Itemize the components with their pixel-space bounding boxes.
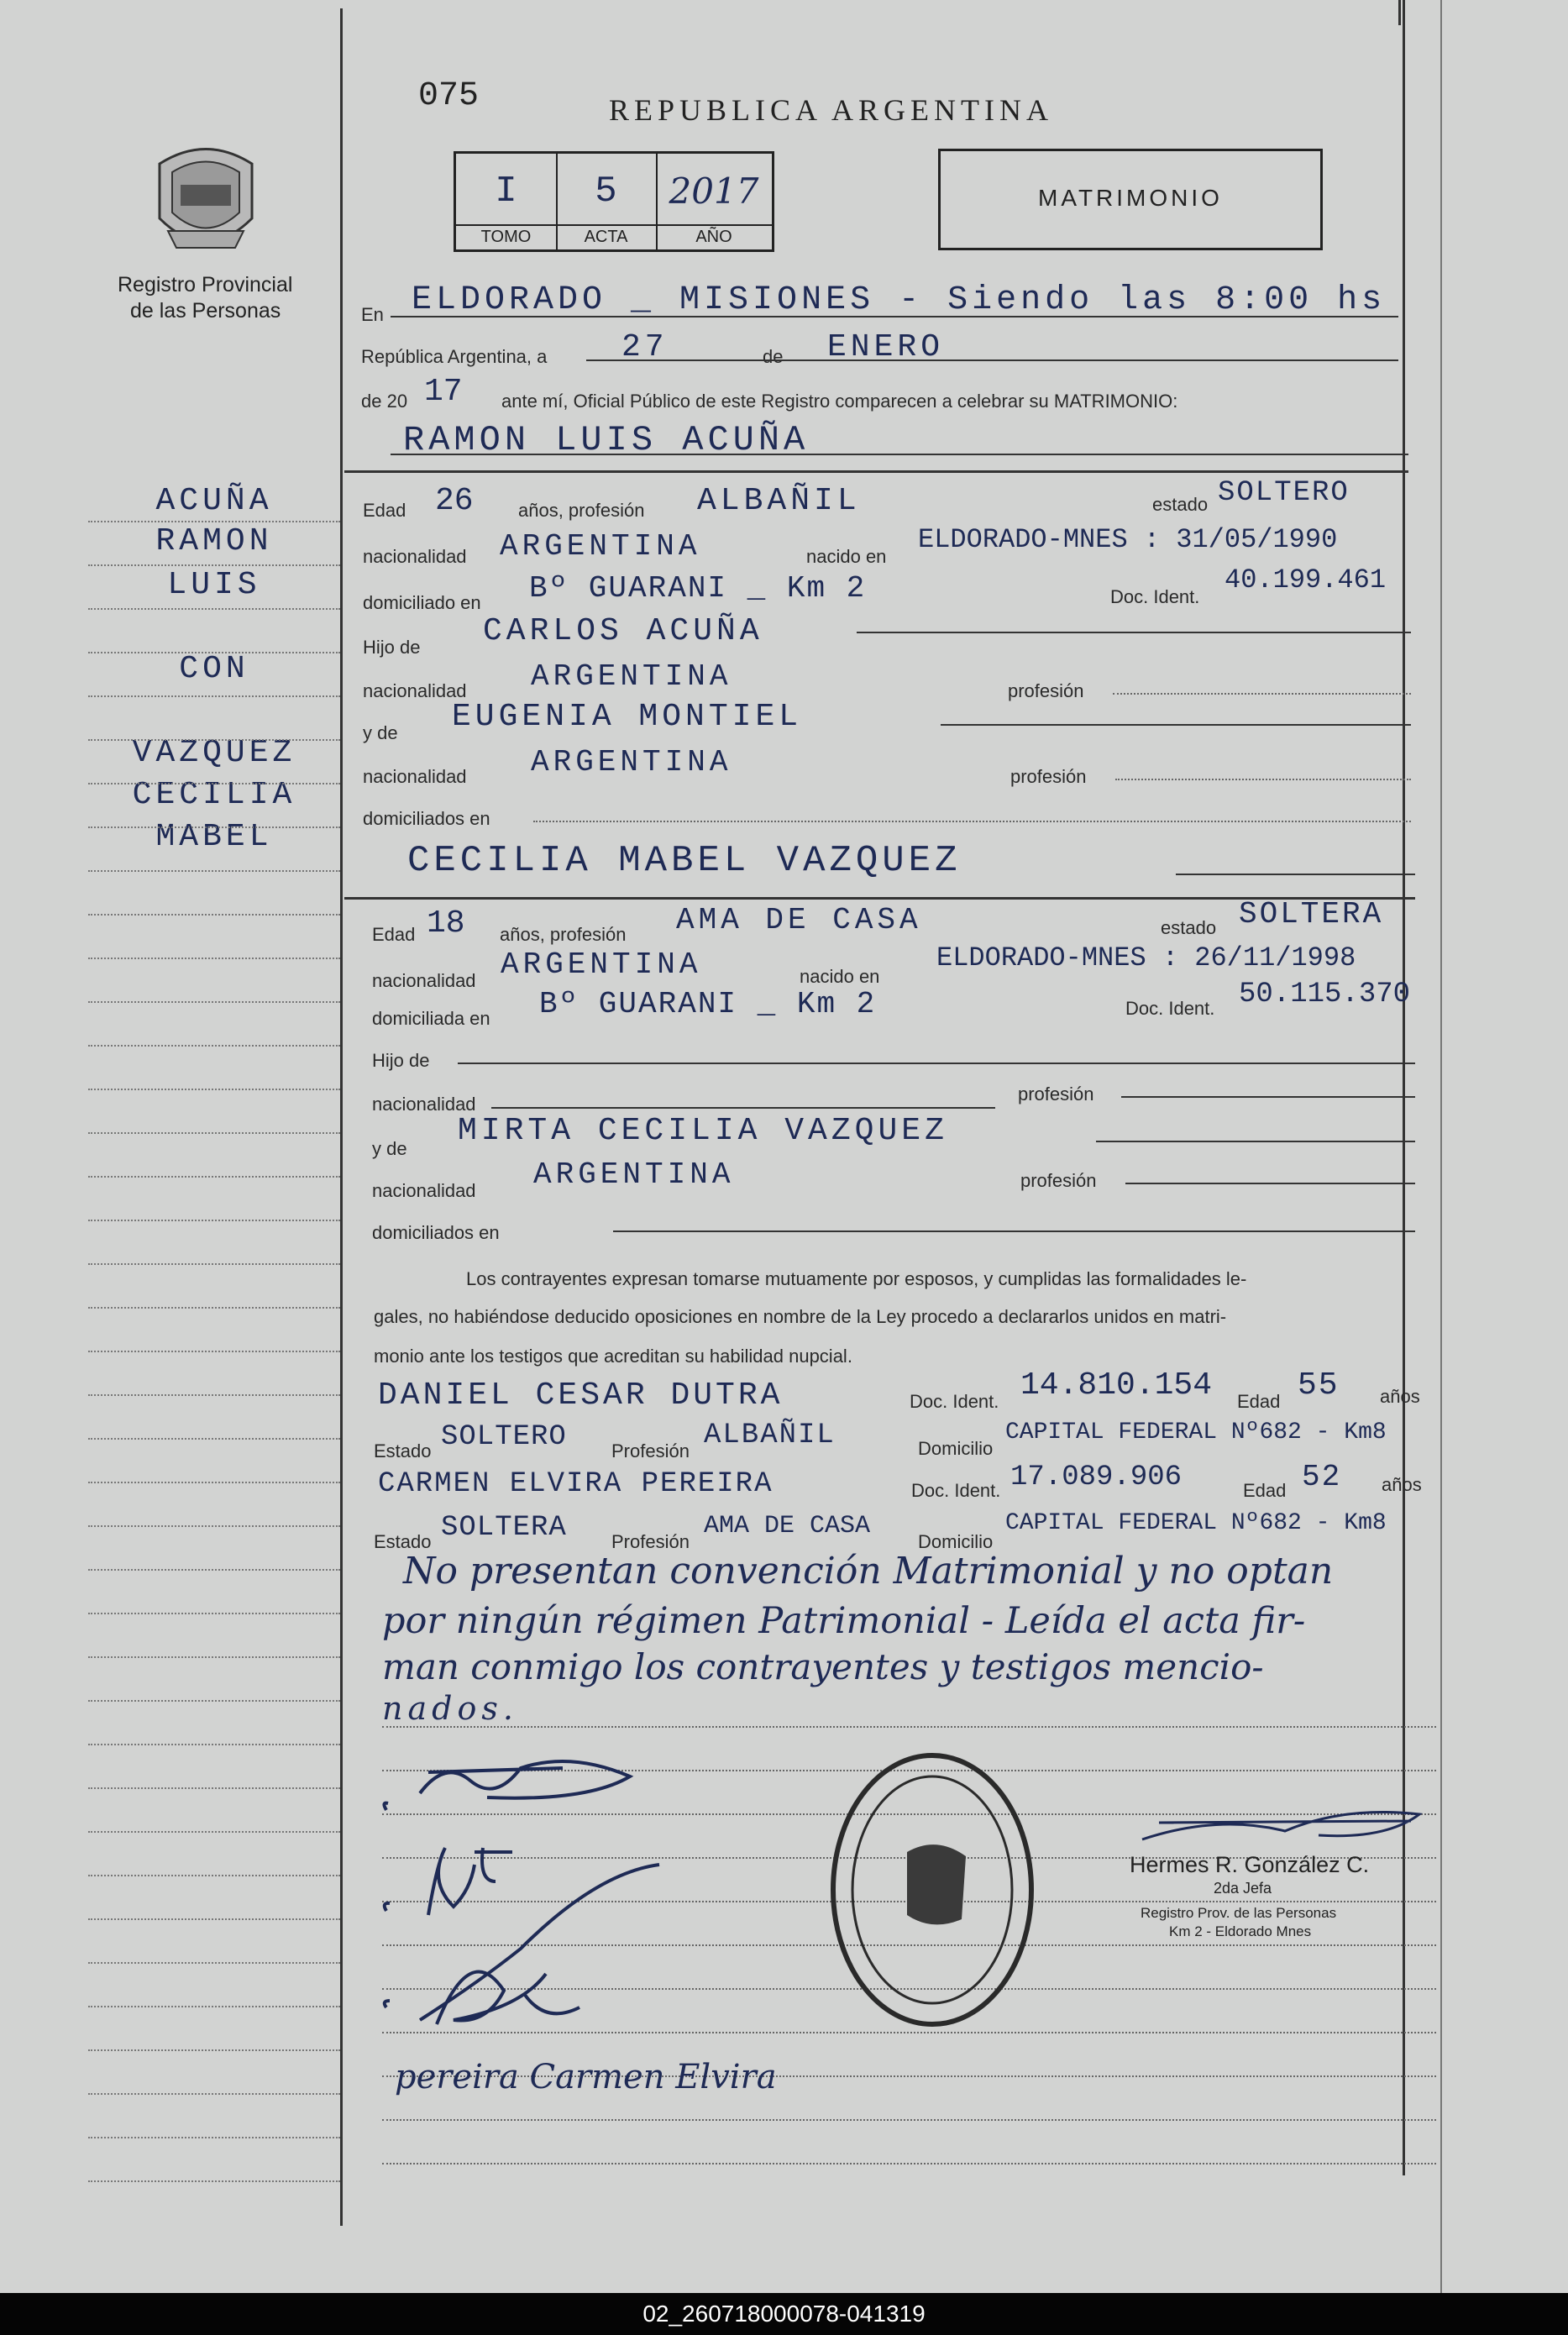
margin-line [88,1613,340,1614]
margin-name: LUIS [167,567,261,603]
groom-doc-id: 40.199.461 [1225,564,1387,596]
margin-line [88,958,340,959]
margin-line [88,1918,340,1920]
scan-id: 02_260718000078-041319 [642,2301,926,2327]
bride-age: 18 [427,905,465,942]
declaration-line-3: monio ante los testigos que acreditan su habilidad nupcial. [374,1346,852,1367]
witness1-profession: ALBAÑIL [704,1419,836,1451]
groom-profession: ALBAÑIL [697,483,861,519]
republica-label: República Argentina, a [361,346,548,367]
bride-domiciliada-label: domiciliada en [372,1008,490,1029]
declaration-line-2: gales, no habiéndose deducido oposiciones en nombre de la Ley procedo a declararlos unidos en matri- [374,1306,1227,1327]
margin-name: ACUÑA [155,483,273,519]
bride-full-name: CECILIA MABEL VAZQUEZ [407,840,962,882]
bride-domicile: Bº GUARANI _ Km 2 [539,987,877,1021]
groom-nationality: ARGENTINA [500,529,701,564]
witness2-age: 52 [1302,1460,1342,1494]
groom-edad-label: Edad [363,500,406,521]
witness2-domicile: CAPITAL FEDERAL Nº682 - Km8 [1005,1510,1387,1536]
officer-title: 2da Jefa [1214,1880,1272,1897]
groom-age: 26 [435,483,474,519]
groom-father-profesion-label: profesión [1008,680,1084,701]
right-border-line [1398,0,1401,25]
margin-line [88,1700,340,1702]
en-label: En [361,304,384,325]
note-line-2: por ningún régimen Patrimonial - Leída el acta fir- [382,1600,1306,1642]
declaration-line-1: Los contrayentes expresan tomarse mutuamente por esposos, y cumplidas las formalidades le- [466,1268,1247,1289]
margin-line [88,695,340,697]
bride-father-nac-label: nacionalidad [372,1094,476,1115]
margin-line [88,1045,340,1047]
witness2-edad-label: Edad [1243,1480,1287,1501]
bride-nacionalidad-label: nacionalidad [372,970,476,991]
margin-line [88,1875,340,1876]
bride-hijo-label: Hijo de [372,1050,430,1071]
signature-line [382,2119,1436,2121]
groom-mother: EUGENIA MONTIEL [452,699,803,735]
witness2-signature: pereira Carmen Elvira [395,2058,777,2096]
document-type: MATRIMONIO [1038,185,1223,211]
bride-father-profesion-label: profesión [1018,1084,1094,1105]
witness1-domicile: CAPITAL FEDERAL Nº682 - Km8 [1005,1419,1387,1446]
margin-line [88,1656,340,1658]
margin-line [88,608,340,610]
tomo-value: I [495,171,517,213]
margin-line [88,1220,340,1221]
margin-line [88,2006,340,2007]
groom-domiciliado-label: domiciliado en [363,592,481,613]
witness2-domicilio-label: Domicilio [918,1531,994,1552]
witness1-doc-label: Doc. Ident. [910,1391,999,1412]
groom-civil-status: SOLTERO [1218,477,1350,509]
groom-signature [378,1743,680,1818]
groom-mother-profesion-label: profesión [1010,766,1087,787]
margin-name: MABEL [155,819,273,855]
scan-id-footer [0,2293,1568,2335]
groom-father-nationality: ARGENTINA [531,659,732,694]
bride-domiciliados-label: domiciliados en [372,1222,500,1243]
intro-place: ELDORADO _ MISIONES - Siendo las 8:00 hs [412,281,1387,319]
witness2-estado-label: Estado [374,1531,432,1552]
margin-line [88,1787,340,1789]
signature-line [382,2163,1436,2164]
anio-value: 2017 [669,171,759,212]
witness2-profession: AMA DE CASA [704,1512,871,1540]
margin-line [88,783,340,784]
bride-nationality: ARGENTINA [501,947,702,982]
office-name-line1: Registro Provincial [118,273,293,296]
witness1-doc-id: 14.810.154 [1020,1367,1213,1404]
witness1-estado-label: Estado [374,1440,432,1461]
intro-month: ENERO [827,329,945,365]
groom-domicile: Bº GUARANI _ Km 2 [529,571,867,606]
groom-hijo-label: Hijo de [363,637,421,658]
bride-edad-label: Edad [372,924,416,945]
signature-line [382,1726,1436,1728]
intro-day: 27 [621,329,669,365]
officer-location: Km 2 - Eldorado Mnes [1169,1923,1312,1939]
bride-y-de-label: y de [372,1138,407,1159]
anio-label: AÑO [695,228,732,246]
witness2-name: CARMEN ELVIRA PEREIRA [378,1468,774,1500]
note-line-1: No presentan convención Matrimonial y no optan [403,1550,1334,1593]
witness1-name: DANIEL CESAR DUTRA [378,1377,784,1414]
bride-doc-id: 50.115.370 [1239,979,1411,1010]
margin-line [88,1132,340,1134]
bride-profession: AMA DE CASA [676,903,922,937]
margin-line [88,1438,340,1440]
groom-full-name: RAMON LUIS ACUÑA [403,420,810,460]
left-margin-line [340,8,343,2226]
margin-name: CON [179,651,249,687]
country-title: REPUBLICA ARGENTINA [609,93,1054,127]
document-type-box [938,149,1323,250]
margin-line [88,1394,340,1396]
groom-mother-nationality: ARGENTINA [531,745,732,779]
margin-line [88,739,340,741]
bride-mother: MIRTA CECILIA VAZQUEZ [458,1113,948,1149]
tomo-label: TOMO [480,228,532,246]
margin-line [88,870,340,872]
year-prefix: de 20 [361,391,408,412]
margin-line [88,1307,340,1309]
page-edge-line [1440,0,1442,2293]
groom-domiciliados-label: domiciliados en [363,808,490,829]
witness2-status: SOLTERA [441,1512,567,1544]
bride-nacido-label: nacido en [800,966,880,987]
margin-line [88,914,340,916]
note-line-4: nados. [382,1690,518,1727]
margin-line [88,1351,340,1352]
bride-mother-profesion-label: profesión [1020,1170,1097,1191]
witness1-signature [378,1856,663,2058]
bride-doc-label: Doc. Ident. [1125,998,1215,1019]
margin-line [88,1089,340,1090]
groom-father: CARLOS ACUÑA [483,613,763,649]
groom-anos-profesion-label: años, profesión [518,500,645,521]
province-seal-icon [151,139,260,260]
bride-mother-nac-label: nacionalidad [372,1180,476,1201]
officer-name: Hermes R. González C. [1130,1852,1370,1877]
margin-line [88,1744,340,1745]
groom-born-in: ELDORADO-MNES : 31/05/1990 [918,524,1338,555]
officer-office: Registro Prov. de las Personas [1141,1905,1337,1921]
witness1-domicilio-label: Domicilio [918,1438,994,1459]
official-stamp-icon [827,1751,1037,2028]
witness1-anos-label: años [1380,1386,1420,1407]
witness1-profesion-label: Profesión [611,1440,690,1461]
de-label: de [763,346,784,367]
margin-line [88,1962,340,1964]
margin-line [88,1001,340,1003]
office-name-line2: de las Personas [130,299,281,323]
margin-line [88,1482,340,1483]
acta-label: ACTA [584,228,628,246]
margin-line [88,564,340,566]
witness1-edad-label: Edad [1237,1391,1281,1412]
margin-line [88,2180,340,2182]
margin-line [88,521,340,522]
bride-mother-nationality: ARGENTINA [533,1157,735,1192]
groom-doc-label: Doc. Ident. [1110,586,1200,607]
witness2-profesion-label: Profesión [611,1531,690,1552]
groom-estado-label: estado [1152,494,1209,515]
note-line-3: man conmigo los contrayentes y testigos mencio- [382,1646,1264,1687]
book-number: 075 [418,77,480,115]
margin-line [88,1525,340,1527]
margin-name: RAMON [155,523,273,559]
margin-line [88,1263,340,1265]
margin-name: CECILIA [132,777,296,813]
margin-line [88,1176,340,1178]
year-suffix: 17 [424,374,463,410]
groom-y-de-label: y de [363,722,398,743]
margin-line [88,2093,340,2095]
margin-line [88,2049,340,2051]
groom-father-nac-label: nacionalidad [363,680,467,701]
witness1-status: SOLTERO [441,1421,567,1453]
witness2-doc-id: 17.089.906 [1010,1461,1183,1493]
margin-line [88,2137,340,2138]
bride-born-in: ELDORADO-MNES : 26/11/1998 [936,942,1356,973]
intro-statement: ante mí, Oficial Público de este Registro comparecen a celebrar su MATRIMONIO: [501,391,1178,412]
groom-mother-nac-label: nacionalidad [363,766,467,787]
margin-line [88,652,340,653]
groom-nacionalidad-label: nacionalidad [363,546,467,567]
bride-estado-label: estado [1161,917,1217,938]
margin-name: VAZQUEZ [132,735,296,771]
registry-box [454,151,774,252]
witness2-anos-label: años [1382,1474,1422,1495]
witness2-doc-label: Doc. Ident. [911,1480,1001,1501]
groom-nacido-label: nacido en [806,546,887,567]
margin-line [88,1569,340,1571]
witness1-age: 55 [1298,1367,1340,1404]
acta-value: 5 [595,171,617,213]
officer-signature [1134,1797,1436,1856]
bride-civil-status: SOLTERA [1239,897,1384,931]
margin-line [88,1831,340,1833]
bride-anos-profesion-label: años, profesión [500,924,627,945]
margin-line [88,826,340,828]
